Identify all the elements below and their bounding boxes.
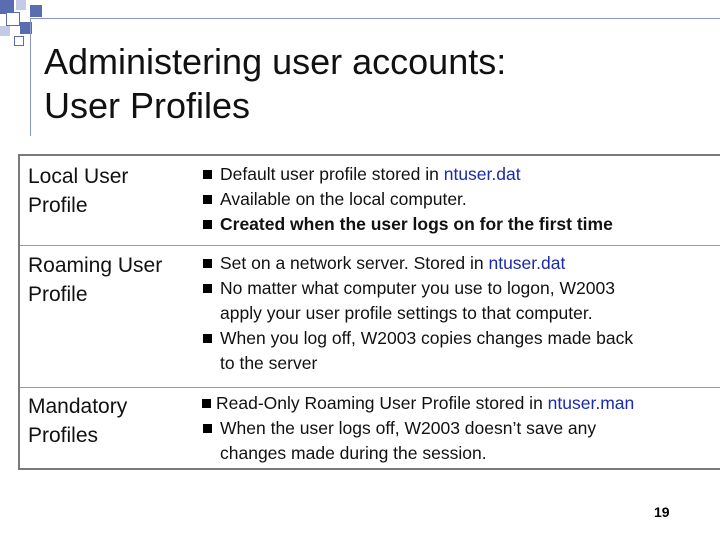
- row-label-mandatory-profiles: [28, 392, 198, 450]
- label-line: Profile: [28, 194, 88, 217]
- label-line: Profile: [28, 283, 88, 306]
- header-side-rule: [30, 18, 31, 136]
- square-bullet-icon: [203, 424, 212, 433]
- deco-square: [30, 5, 42, 17]
- bullet-text: When the user logs off, W2003 doesn’t save any: [220, 418, 597, 438]
- bullet-text: Available on the local computer.: [220, 189, 467, 209]
- bullet-list-local: [198, 162, 718, 237]
- bullet-item: [198, 212, 718, 237]
- bullet-item: [198, 416, 718, 466]
- bullet-item: [198, 391, 718, 416]
- row-label-local-user-profile: [28, 162, 198, 220]
- bullet-item: [198, 251, 718, 276]
- bullet-item: [198, 187, 718, 212]
- square-bullet-icon: [203, 334, 212, 343]
- filename-text: ntuser.dat: [443, 164, 521, 184]
- square-bullet-icon: [203, 220, 212, 229]
- deco-square: [6, 12, 20, 26]
- deco-square: [14, 36, 24, 46]
- row-divider: [20, 245, 720, 246]
- filename-text: ntuser.man: [547, 393, 635, 413]
- bullet-text: Default user profile stored in: [220, 164, 444, 184]
- bullet-text: When you log off, W2003 copies changes made back: [220, 328, 634, 348]
- slide-title: [44, 40, 684, 128]
- label-line: Local User: [28, 165, 129, 188]
- bullet-text: No matter what computer you use to logon, W2003: [220, 278, 615, 298]
- deco-square: [16, 0, 26, 10]
- title-line-2: User Profiles: [44, 85, 251, 126]
- square-bullet-icon: [203, 259, 212, 268]
- label-line: Mandatory: [28, 395, 128, 418]
- page-number: 19: [654, 504, 670, 520]
- label-line: Profiles: [28, 424, 99, 447]
- bullet-text: Set on a network server. Stored in: [220, 253, 489, 273]
- square-bullet-icon: [202, 399, 211, 408]
- bullet-text: to the server: [220, 353, 318, 373]
- row-divider: [20, 387, 720, 388]
- bullet-text: Created when the user logs on for the first time: [220, 214, 613, 234]
- bullet-text: changes made during the session.: [220, 443, 487, 463]
- bullet-item: [198, 162, 718, 187]
- filename-text: ntuser.dat: [488, 253, 566, 273]
- bullet-text: apply your user profile settings to that computer.: [220, 303, 593, 323]
- label-line: Roaming User: [28, 254, 163, 277]
- bullet-text: Read-Only Roaming User Profile stored in: [216, 393, 548, 413]
- square-bullet-icon: [203, 170, 212, 179]
- row-label-roaming-user-profile: [28, 251, 198, 309]
- deco-square: [0, 26, 10, 36]
- profiles-table: [18, 154, 720, 470]
- bullet-item: [198, 326, 718, 376]
- header-rule: [30, 18, 720, 19]
- bullet-list-roaming: [198, 251, 718, 376]
- title-line-1: Administering user accounts:: [44, 41, 507, 82]
- square-bullet-icon: [203, 284, 212, 293]
- square-bullet-icon: [203, 195, 212, 204]
- bullet-list-mandatory: [198, 391, 718, 466]
- bullet-item: [198, 276, 718, 326]
